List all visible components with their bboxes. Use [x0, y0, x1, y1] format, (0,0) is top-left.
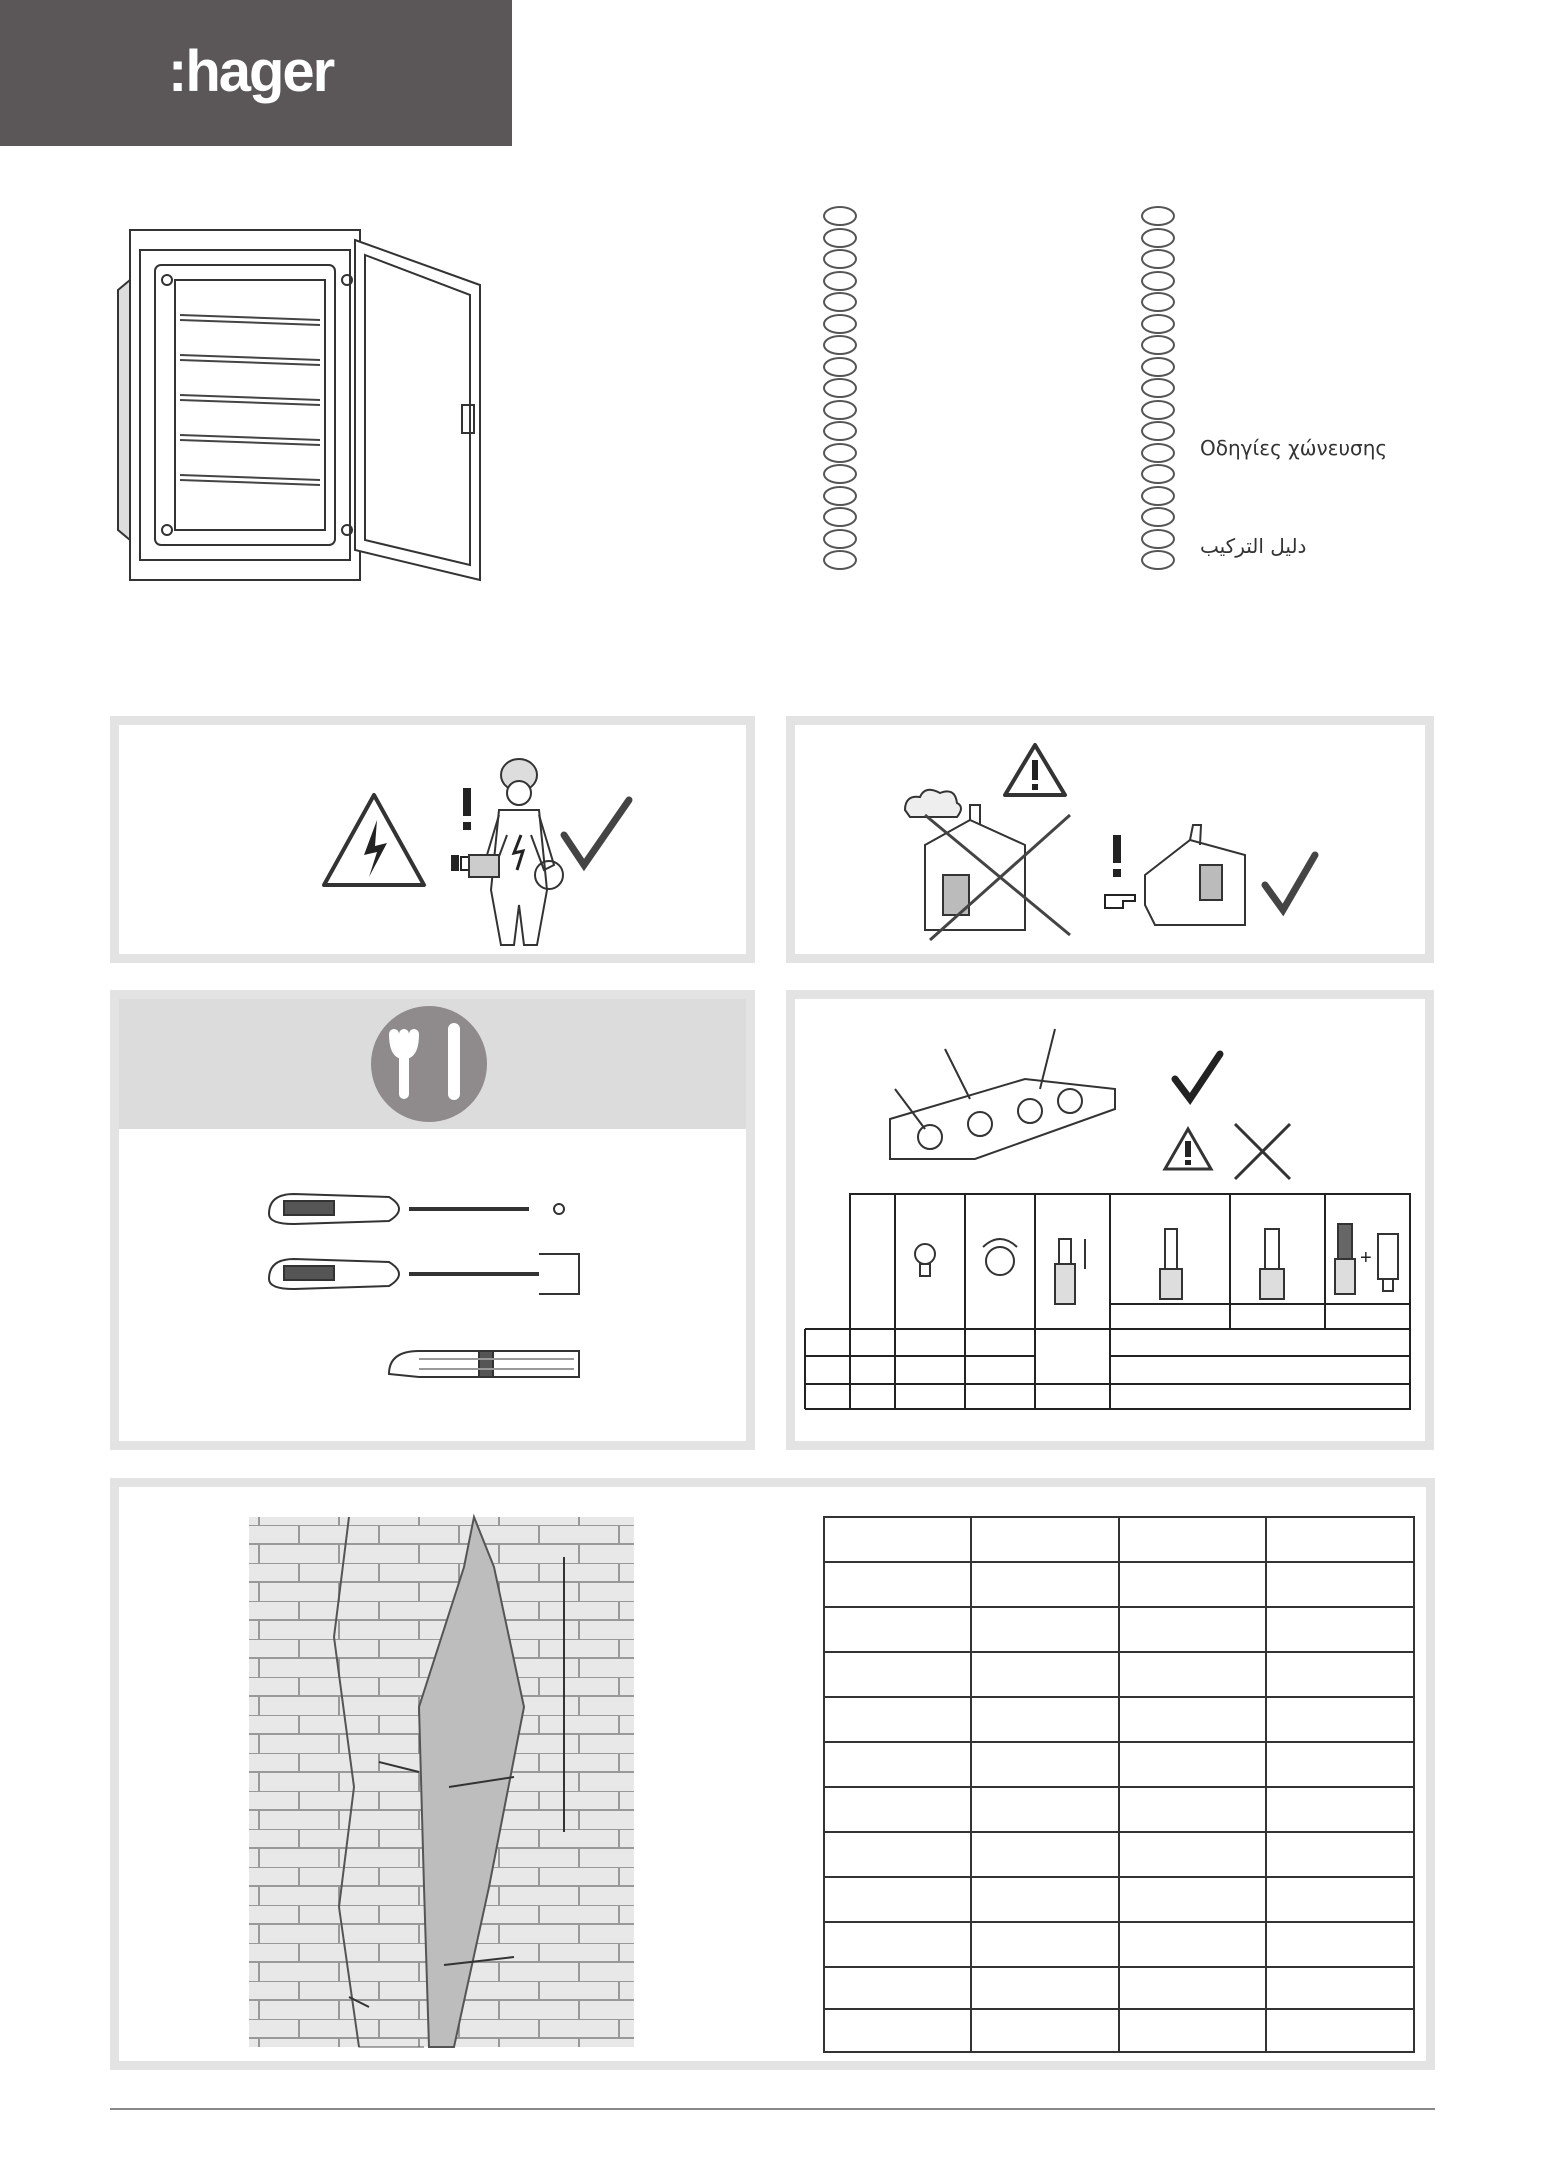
greek-language-label: Οδηγίες χώνευσης: [1200, 436, 1388, 460]
checkmark-icon: [1265, 855, 1315, 910]
language-selector-right: [1141, 206, 1175, 572]
strip-length-icon: [1055, 1239, 1085, 1304]
cutter-knife-icon: [389, 1351, 579, 1377]
panel-wall-recess: [110, 1478, 1435, 2070]
terminal-bar-icon: [890, 1029, 1115, 1159]
tools-icon: [371, 1006, 487, 1122]
cross-icon: [1235, 1124, 1290, 1179]
solid-wire-icon: [1160, 1229, 1182, 1299]
panel-terminal-specs: [786, 990, 1434, 1450]
panel-electrical-safety: [110, 716, 755, 963]
house-dry-icon: [1145, 825, 1245, 925]
stranded-wire-icon: [1260, 1229, 1284, 1299]
checkmark-icon: [564, 800, 629, 865]
panel-tools: [110, 990, 755, 1450]
pointing-hand-icon: [1105, 835, 1135, 908]
torque-icon: [983, 1239, 1017, 1275]
arabic-language-label: دليل التركيب: [1200, 534, 1307, 558]
warning-icon: [1165, 1129, 1211, 1169]
checkmark-icon: [1175, 1054, 1220, 1099]
phillips-screwdriver-icon: [269, 1194, 564, 1224]
ferrule-icon: [1335, 1224, 1398, 1294]
panel-dry-installation: [786, 716, 1434, 963]
warning-electric-icon: [324, 795, 424, 885]
brick-wall-recess-icon: [249, 1517, 634, 2047]
dimensions-table: [824, 1517, 1414, 2052]
flat-screwdriver-icon: [269, 1254, 579, 1294]
hager-logo: :hager: [168, 39, 334, 104]
electrician-figure-icon: [469, 759, 563, 945]
screw-icon: [915, 1244, 935, 1276]
footer-divider: [110, 2108, 1435, 2110]
warning-icon: [1005, 745, 1065, 795]
svg-text:+: +: [1360, 1247, 1372, 1269]
language-selector-left: [823, 206, 857, 572]
house-rain-crossed-icon: [905, 790, 1070, 940]
enclosure-illustration: [110, 210, 510, 590]
